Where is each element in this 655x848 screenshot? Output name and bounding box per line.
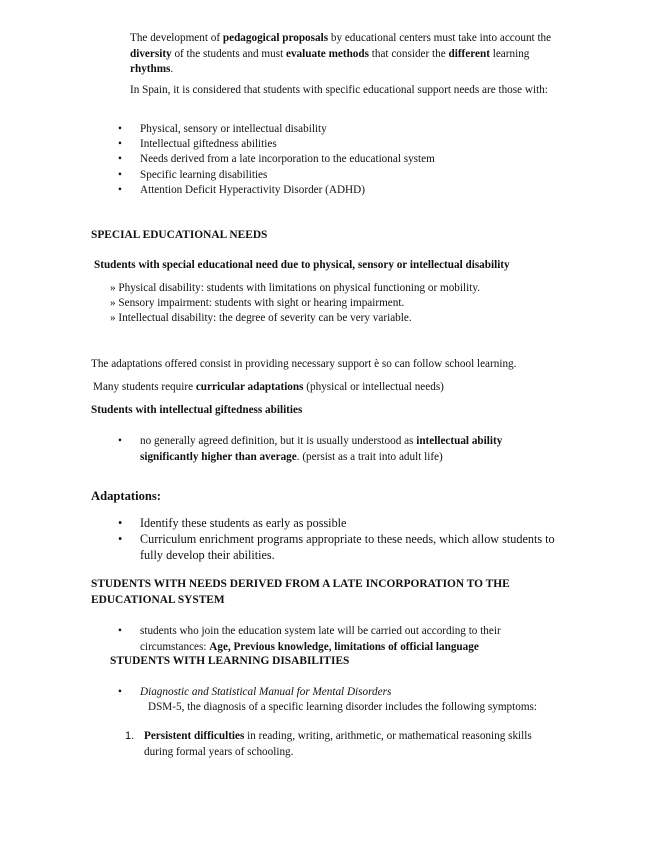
bullet-icon: • [118, 516, 123, 530]
list-item: Intellectual giftedness abilities [140, 138, 277, 150]
heading-line: STUDENTS WITH NEEDS DERIVED FROM A LATE INCORPORATION TO THE [91, 578, 510, 590]
list-item: Physical, sensory or intellectual disability [140, 123, 327, 135]
list-item: Needs derived from a late incorporation to the educational system [140, 153, 435, 165]
bullet-icon: • [118, 123, 122, 135]
gifted-heading: Students with intellectual giftedness abilities [91, 404, 303, 416]
text-run: learning [489, 47, 530, 60]
sen-item: » Physical disability: students with limitations on physical functioning or mobility. [110, 282, 480, 294]
text-run: . [170, 63, 174, 76]
bullet-icon: • [118, 153, 122, 165]
emphasis: Persistent difficulties [144, 730, 245, 742]
list-item: Identify these students as early as possible [140, 516, 347, 530]
bullet-icon: • [118, 686, 122, 698]
bullet-icon: • [118, 138, 122, 150]
sen-item: » Intellectual disability: the degree of severity can be very variable. [110, 312, 412, 324]
section-heading: SPECIAL EDUCATIONAL NEEDS [91, 229, 268, 241]
bullet-icon: • [118, 435, 122, 447]
text-run: Many students require [93, 381, 196, 393]
text-run: by educational centers must take into account the [328, 32, 552, 44]
emphasis: different [448, 47, 490, 60]
number-marker: 1. [125, 730, 135, 742]
text-run: that consider the [368, 47, 449, 60]
emphasis: intellectual ability significantly higher than average [140, 435, 503, 463]
dsm-line: DSM-5, the diagnosis of a specific learning disorder includes the following symptoms: [148, 701, 538, 713]
gifted-bullet [140, 434, 540, 465]
late-bullet [140, 624, 535, 655]
bullet-icon: • [118, 184, 122, 196]
intro-paragraph-2: In Spain, it is considered that students with specific educational support needs are those with: [130, 84, 548, 96]
intro-paragraph [130, 31, 570, 78]
text-run: students who join the education system late will be carried out according to their circumstances: [140, 625, 501, 653]
list-item: Curriculum enrichment programs appropriate to these needs, which allow students to fully develop their abilities. [140, 532, 555, 562]
text-run: The development of [130, 32, 223, 44]
emphasis: Age, Previous knowledge, limitations of official language [209, 640, 479, 653]
text-run: (physical or intellectual needs) [303, 381, 444, 393]
bullet-icon: • [118, 169, 122, 181]
bullet-icon: • [118, 625, 122, 637]
numbered-item [144, 729, 559, 760]
emphasis: curricular adaptations [195, 381, 304, 393]
late-heading [91, 577, 510, 608]
adaptations-text: The adaptations offered consist in providing necessary support è so can follow school learning. [91, 358, 517, 370]
text-run: no generally agreed definition, but it is usually understood as [140, 435, 417, 447]
bullet-icon: • [118, 532, 123, 546]
emphasis: evaluate methods [286, 47, 369, 60]
emphasis: diversity [130, 47, 172, 60]
emphasis: rhythms [130, 63, 171, 76]
adaptations-heading: Adaptations: [91, 489, 161, 503]
dsm-title: Diagnostic and Statistical Manual for Mental Disorders [140, 686, 392, 698]
text-run: . (persist as a trait into adult life) [296, 450, 443, 463]
ld-heading: STUDENTS WITH LEARNING DISABILITIES [110, 655, 350, 667]
curricular-line [93, 380, 444, 396]
text-run: in reading, writing, arithmetic, or mathematical reasoning skills during formal years of schooling. [144, 730, 532, 758]
list-item: Specific learning disabilities [140, 169, 268, 181]
heading-line: EDUCATIONAL SYSTEM [91, 593, 225, 606]
text-run: of the students and must [171, 47, 286, 60]
list-item: Attention Deficit Hyperactivity Disorder (ADHD) [140, 184, 365, 196]
emphasis: pedagogical proposals [222, 32, 329, 44]
section-subheading: Students with special educational need due to physical, sensory or intellectual disability [94, 259, 510, 271]
sen-item: » Sensory impairment: students with sight or hearing impairment. [110, 297, 405, 309]
